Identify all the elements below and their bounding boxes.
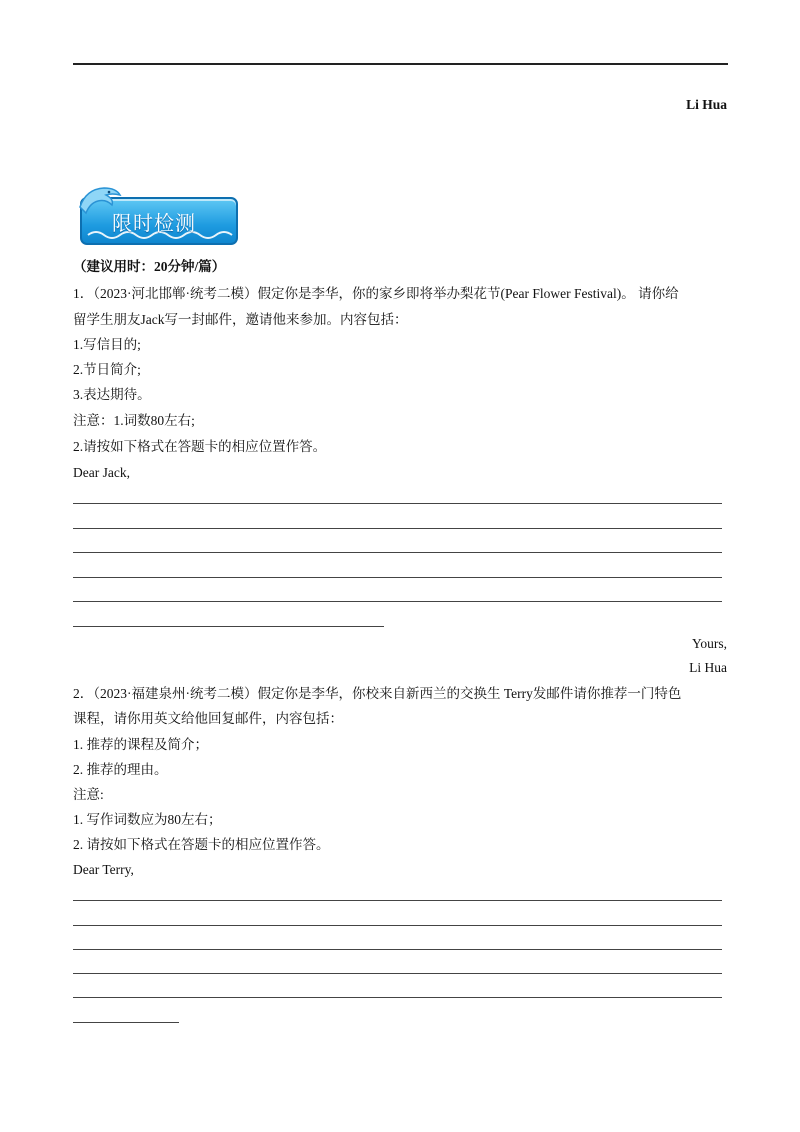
answer-line xyxy=(73,900,722,901)
answer-line xyxy=(73,997,722,998)
q2-note: 1. 写作词数应为80左右； xyxy=(73,812,222,827)
q1-closing: Yours, xyxy=(691,636,727,651)
answer-line xyxy=(73,973,722,974)
answer-line xyxy=(73,1022,179,1023)
q1-prompt-line2: 留学生朋友Jack写一封邮件，邀请他来参加。内容包括： xyxy=(73,312,408,327)
q1-note: 注意：1.词数80左右; xyxy=(73,413,195,428)
time-note: （建议用时：20分钟/篇） xyxy=(73,259,226,274)
answer-line xyxy=(73,503,722,504)
answer-line xyxy=(73,601,722,602)
badge-title: 限时检测 xyxy=(112,211,196,235)
q1-greeting: Dear Jack, xyxy=(73,465,130,480)
answer-line xyxy=(73,925,722,926)
dolphin-icon xyxy=(76,183,126,219)
answer-line xyxy=(73,552,722,553)
q2-greeting: Dear Terry, xyxy=(73,862,134,877)
q1-prompt-line1: 1．（2023·河北邯郸·统考二模）假定你是李华，你的家乡即将举办梨花节(Pear Flower Festival)。 请你给 xyxy=(73,286,679,301)
q2-prompt-line2: 课程，请你用英文给他回复邮件，内容包括： xyxy=(73,711,343,726)
header-rule xyxy=(73,63,728,65)
q2-note-label: 注意: xyxy=(73,787,104,802)
q2-item: 2. 推荐的理由。 xyxy=(73,762,168,777)
answer-line xyxy=(73,626,384,627)
q1-note: 2.请按如下格式在答题卡的相应位置作答。 xyxy=(73,439,327,454)
q2-item: 1. 推荐的课程及简介； xyxy=(73,737,208,752)
q1-signature: Li Hua xyxy=(689,660,727,675)
q1-item: 3.表达期待。 xyxy=(73,387,151,402)
q1-item: 1.写信目的; xyxy=(73,337,141,352)
answer-line xyxy=(73,949,722,950)
top-signature: Li Hua xyxy=(686,97,727,112)
answer-line xyxy=(73,528,722,529)
q2-prompt-line1: 2．（2023·福建泉州·统考二模）假定你是李华，你校来自新西兰的交换生 Terry发邮件请你推荐一门特色 xyxy=(73,686,682,701)
answer-line xyxy=(73,577,722,578)
q1-item: 2.节日简介; xyxy=(73,362,141,377)
q2-note: 2. 请按如下格式在答题卡的相应位置作答。 xyxy=(73,837,330,852)
section-badge xyxy=(76,183,240,249)
